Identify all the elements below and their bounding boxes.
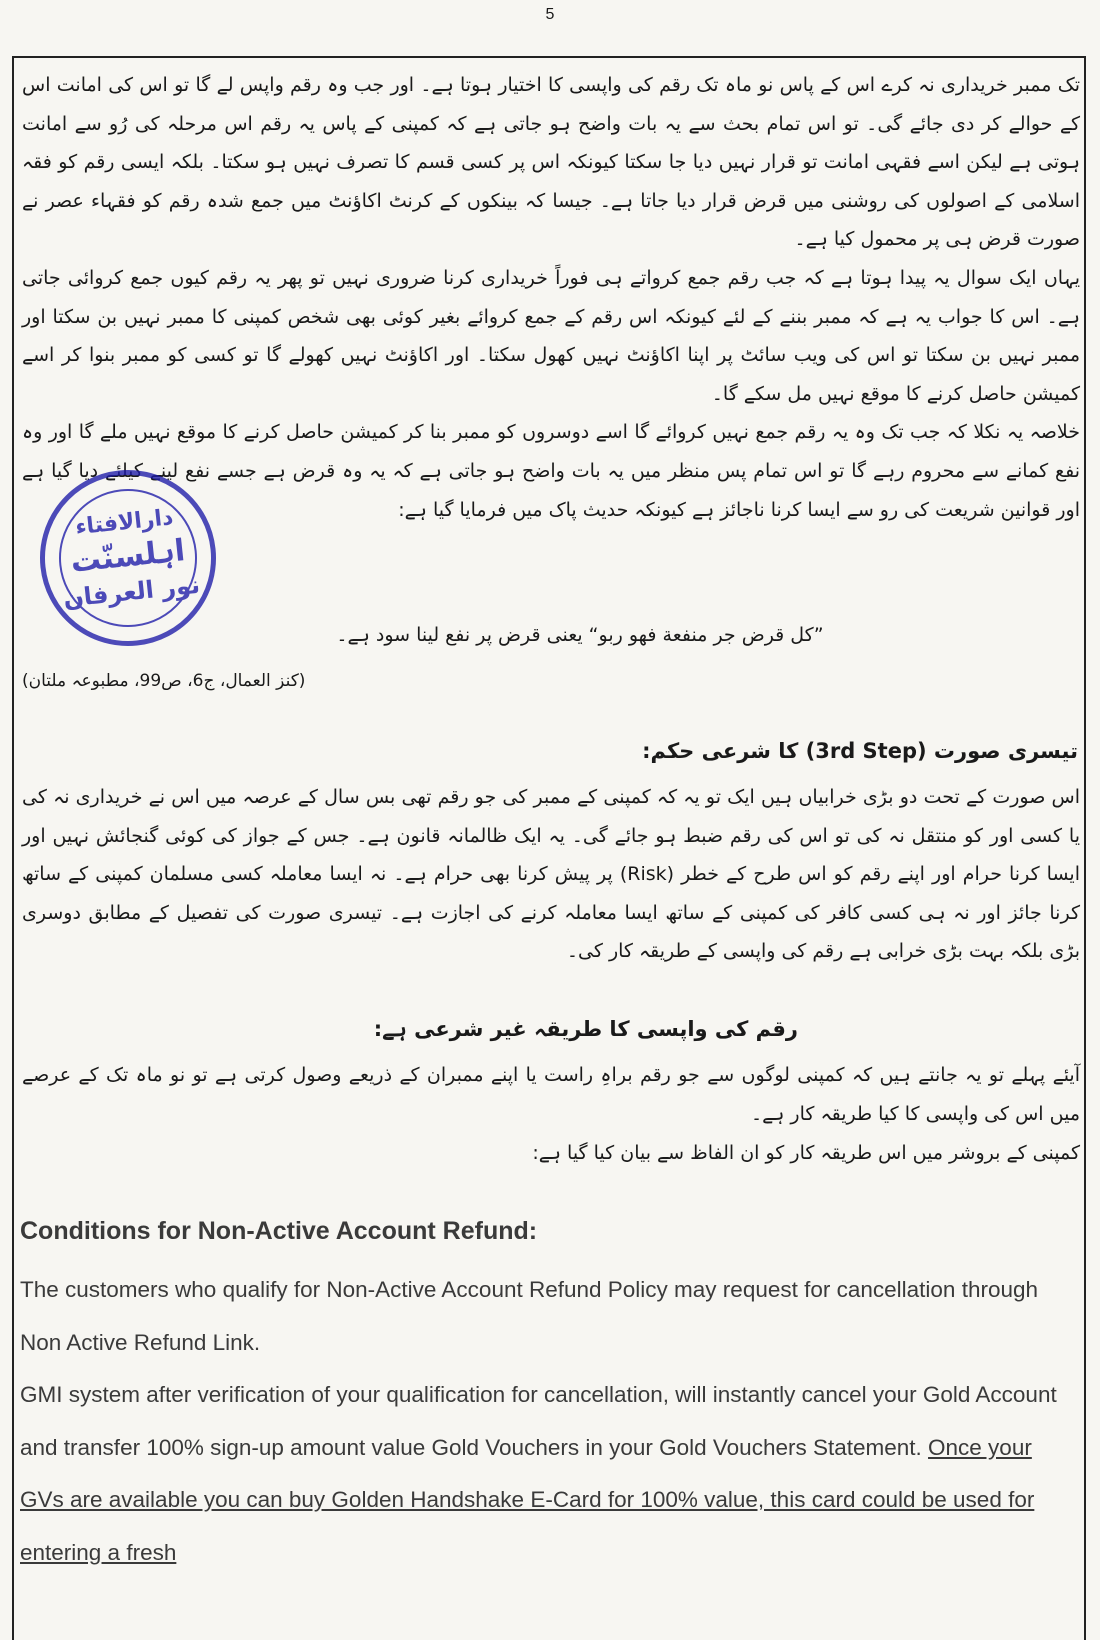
english-paragraph-1: The customers who qualify for Non-Active Account Refund Policy may request for cancellation through Non Active Refund Link. — [20, 1277, 1039, 1355]
english-paragraph-2 — [20, 1369, 1080, 1579]
english-paragraph-2-underlined: Once your GVs are available you can buy Golden Handshake E-Card for 100% value, this card could be used for entering a fresh — [20, 1434, 1035, 1565]
page-number: 5 — [545, 6, 555, 23]
urdu-paragraph-2: یہاں ایک سوال یہ پیدا ہوتا ہے کہ جب رقم جمع کرواتے ہی فوراً خریداری کرنا ضروری نہیں تو پھر یہ رقم کیوں جمع کروائی جاتی ہے۔ اس کا جواب یہ ہے کہ ممبر بننے کے لئے کیونکہ اس رقم کے جمع کروائے بغیر کوئی بھی شخص کمپنی کا ممبر نہیں بن سکتا اور ممبر نہیں بن سکتا تو اس کی ویب سائٹ پر اپنا اکاؤنٹ نہیں کھول سکتا۔ اور اکاؤنٹ نہیں کھولے گا تو کسی کو ممبر بنوا کر اسے کمیشن حاصل کرنے کا موقع نہیں مل سکے گا۔ — [22, 266, 1080, 405]
urdu-paragraph-3: خلاصہ یہ نکلا کہ جب تک وہ یہ رقم جمع نہیں کروائے گا اسے دوسروں کو ممبر بنا کر کمیشن حاصل کرنے کا موقع نہیں ملے گا اور وہ نفع کمانے سے محروم رہے گا تو اس تمام پس منظر میں یہ بات واضح ہو جاتی ہے کہ یہ وہ قرض ہے جسے نفع لینے کیلئے دیا گیا ہے اور قوانین شریعت کی رو سے ایسا کرنا ناجائز ہے کیونکہ حدیث پاک میں فرمایا گیا ہے: — [22, 421, 1080, 521]
urdu-paragraph-1: تک ممبر خریداری نہ کرے اس کے پاس نو ماہ تک رقم کی واپسی کا اختیار ہوتا ہے۔ اور جب وہ رقم واپس لے گا تو اس کی امانت اس کے حوالے کر دی جائے گی۔ تو اس تمام بحث سے یہ بات واضح ہو جاتی ہے کہ کمپنی کے پاس یہ رقم اس مرحلہ کی رُو سے امانت ہوتی ہے لیکن اسے فقہی امانت تو قرار نہیں دیا جا سکتا کیونکہ اس پر کسی قسم کا تصرف نہیں ہو سکتا۔ بلکہ ایسی رقم کو فقہ اسلامی کے اصولوں کی روشنی میں قرض قرار دیا جاتا ہے۔ جیسا کہ بینکوں کے کرنٹ اکاؤنٹ میں جمع شدہ رقم کو فقہاء عصر نے صورت قرض ہی پر محمول کیا ہے۔ — [22, 74, 1080, 251]
english-heading: Conditions for Non-Active Account Refund: — [20, 1217, 538, 1245]
stamp-line-3: نور العرفان — [61, 570, 202, 613]
hadith-reference: (کنز العمال، ج6، ص99، مطبوعہ ملتان) — [22, 671, 306, 691]
section-refund-text-1: آیئے پہلے تو یہ جانتے ہیں کہ کمپنی لوگوں سے جو رقم براہِ راست یا اپنے ممبران کے ذریعے وصول کرتی ہے تو نو ماہ تک کے عرصے میں اس کی واپسی کا کیا طریقہ کار ہے۔ — [22, 1064, 1080, 1125]
english-paragraph-2-text: GMI system after verification of your qualification for cancellation, will instantly cancel your Gold Account and transfer 100% sign-up amount value Gold Vouchers in your Gold Vouchers Statement. — [20, 1382, 1057, 1460]
stamp-line-2: اہلسنّت — [68, 533, 187, 580]
urdu-body-top — [22, 66, 1080, 529]
section-heading-refund: رقم کی واپسی کا طریقہ غیر شرعی ہے: — [373, 1017, 798, 1041]
section-refund-text-2: کمپنی کے بروشر میں اس طریقہ کار کو ان الفاظ سے بیان کیا گیا ہے: — [532, 1142, 1080, 1164]
section-heading-third-step: تیسری صورت (3rd Step) کا شرعی حکم: — [642, 739, 1078, 763]
english-body — [20, 1264, 1080, 1579]
section-third-step-text: اس صورت کے تحت دو بڑی خرابیاں ہیں ایک تو یہ کہ کمپنی کے ممبر کی جو رقم تھی بس سال کے عرصہ میں اس نے خریداری نہ کی یا کسی اور کو منتقل نہ کی تو اس کی رقم ضبط ہو جائے گی۔ یہ ایک ظالمانہ قانون ہے۔ جس کے جواز کی کوئی گنجائش نہیں اور ایسا کرنا حرام اور اپنے رقم کو اس طرح کے خطر (Risk) پر پیش کرنا بھی حرام ہے۔ نہ ایسا معاملہ کسی مسلمان کمپنی کے ساتھ کرنا جائز اور نہ ہی کسی کافر کی کمپنی کے ساتھ ایسا معاملہ کرنے کی اجازت ہے۔ تیسری صورت کی تفصیل کے مطابق دوسری بڑی بلکہ بہت بڑی خرابی ہے رقم کی واپسی کے طریقہ کار کی۔ — [22, 786, 1080, 963]
stamp-line-1: دارالافتاء — [74, 505, 175, 541]
hadith-quote: ”کل قرض جر منفعة فهو ربو“ یعنی قرض پر نفع لینا سود ہے۔ — [336, 624, 824, 646]
